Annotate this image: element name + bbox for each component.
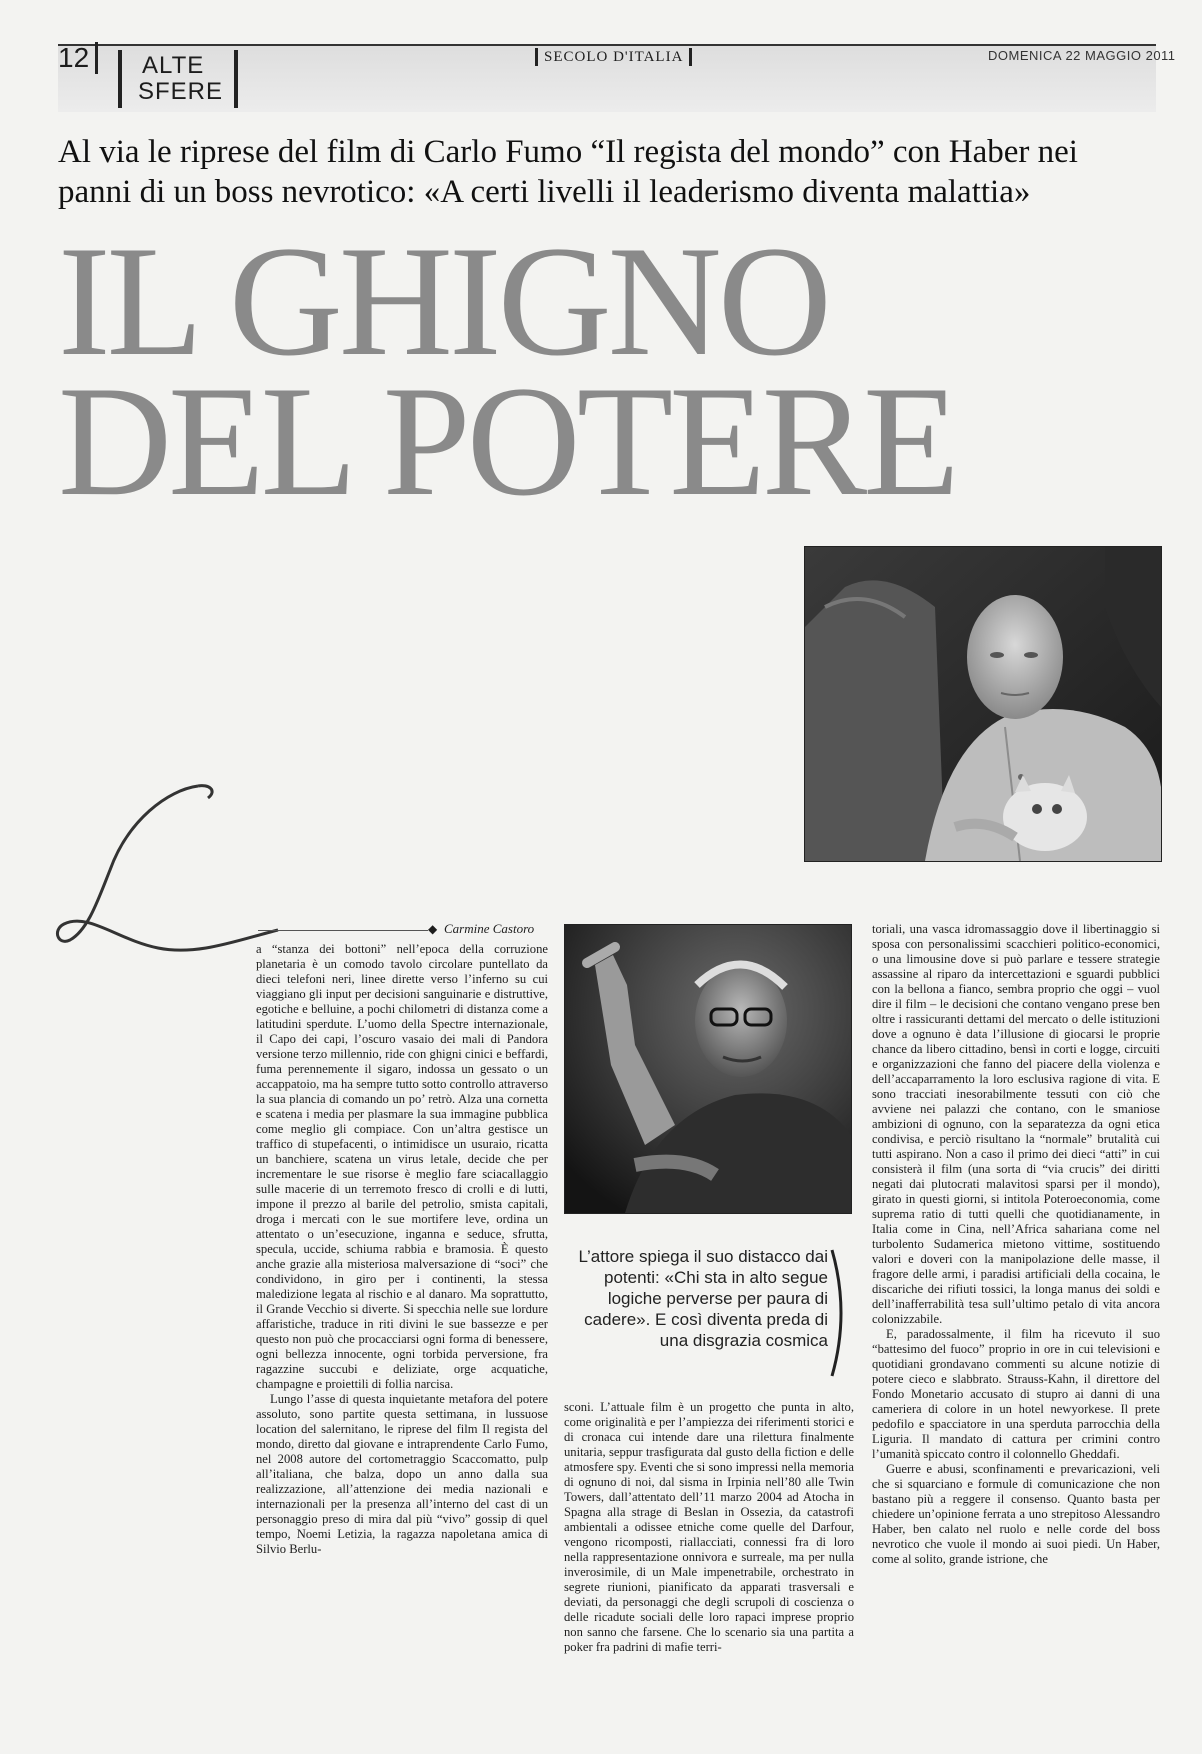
subheadline: Al via le riprese del film di Carlo Fumo “Il regista del mondo” con Haber nei panni di un boss nevrotico: «A certi livelli il leaderismo diventa malattia»	[58, 134, 1078, 210]
caption-bracket	[830, 1248, 852, 1378]
byline-diamond-icon: ◆	[428, 922, 438, 936]
paragraph: Guerre e abusi, sconfinamenti e prevaricazioni, veli che si squarciano e formule di comunicazione che non bastano più a reggere il consenso. Quanto basta per chiedere un’opinione ferrata a uno strepitoso Alessandro Haber, ben calato nel ruolo e nelle corde del boss nevrotico che vuole il mondo ai suoi piedi. Un Haber, come al solito, grande istrione, che	[872, 1462, 1160, 1566]
byline-rule	[258, 930, 428, 931]
paragraph: a “stanza dei bottoni” nell’epoca della corruzione planetaria è un comodo tavolo circolare puntellato da dieci telefoni neri, linee dirette verso l’inferno su cui viaggiano gli input per decisioni sanguinarie e distruttive, egotiche e belluine, a pochi chilometri di distanza come a latitudini sperdute. L’uomo della Spectre internazionale, il Capo dei capi, l’oscuro vasaio dei mali di Pandora versione terzo millennio, ride con ghigni cinici e beffardi, fuma perennemente il sigaro, indossa un gessato o un accappatoio, ma ha sempre tutto sotto controllo attraverso la sua plancia di comando un po’ retrò. Alza una cornetta e scatena i media per plasmare la sua immagine pubblica come meglio gli compiace. Con un’altra gestisce un traffico di stupefacenti, o intimidisce un usuraio, ricatta un banchiere, scatena un virus letale, decide che per incrementare le sue risorse è meglio fare sciacallaggio sulle macerie di un terremoto fresco di crolli e di lutti, impone il prezzo al barile del petrolio, smista capitali, droga i mercati con le sue mortifere leve, ordina un attentato o un’esecuzione, inganna e seduce, sfrutta, specula, uccide, schiuma rabbia e bramosia. È questo anche grazie alla misteriosa malversazione di “soci” che condividono, in giro per i continenti, la stessa maledizione legata al rischio e al danaro. Ma soprattutto, il Grande Vecchio si diverte. Si specchia nelle sue lordure affaristiche, traduce in riti divini le sue bassezze e per questo non può che procacciarsi ogni forma di benessere, ogni bellezza innocente, ogni torbida perversione, fra ragazzine succubi e deliziate, orge acquatiche, champagne e proiettili di follia narcisa.	[256, 942, 548, 1391]
paragraph: E, paradossalmente, il film ha ricevuto il suo “battesimo del fuoco” proprio in ore in cui televisioni e quotidiani grondavano commenti su alcune notizie di potere cieco e slabbrato. Strauss-Kahn, il direttore del Fondo Monetario accusato di stupro ai danni di una cameriera di colore in un hotel newyorkese. Il prete pedofilo e spacciatore in una sperduta parrocchia della Liguria. Il mandato di cattura per crimini contro l’umanità spiccato contro il colonnello Gheddafi.	[872, 1327, 1160, 1461]
headline-line1: IL GHIGNO	[58, 214, 828, 389]
headline-line2: DEL POTERE	[58, 354, 956, 529]
byline	[258, 922, 568, 938]
masthead: SECOLO D'ITALIA	[535, 48, 692, 66]
headline	[58, 214, 956, 529]
paragraph: sconi. L’attuale film è un progetto che punta in alto, come originalità e per l’ampiezza dei riferimenti storici e di cronaca cui intende dare una rilettura finalmente unitaria, seppur trasfigurata dal gusto della fiction e delle atmosfere spy. Eventi che si sono impressi nella memoria di ognuno di noi, dal sisma in Irpinia nell’80 alle Twin Towers, dall’attentato dell’11 marzo 2004 ad Atocha in Spagna alla strage di Beslan in Ossezia, da catastrofi ambientali a odissee etniche come quelle del Darfour, vengono ricomposti, riallacciati, connessi fra di loro nella rappresentazione onnivora e surreale, ma per nulla inverosimile, di un Male impenetrabile, orchestrato in segrete riunioni, pianificato da apparati trasversali e deviati, da personaggi che degli scrupoli di coscienza o delle ricadute sociali delle loro rapaci imprese proprio non sanno che farsene. Che lo scenario sia una partita a poker fra padrini di mafie terri-	[564, 1400, 854, 1654]
article-column-2	[564, 1400, 854, 1655]
header-rule	[58, 44, 1156, 46]
section-label	[118, 50, 238, 108]
photo-caption: L’attore spiega il suo distacco dai potenti: «Chi sta in alto segue logiche perverse per paura di cadere». E così diventa preda di una disgrazia cosmica	[578, 1247, 828, 1350]
paragraph: toriali, una vasca idromassaggio dove il libertinaggio si sposa con personalissimi scacchieri politico-economici, o una limousine dove si può parlare e tessere strategie assassine al riparo da intercettazioni e sguardi pubblici con la bellona a fianco, sembra proprio che oggi – vuol dire il film – le decisioni che contano vengano prese ben oltre i rassicuranti dettami del mercato o delle istituzioni dove a ognuno è data l’illusione di giocarsi le proprie chance da libero cittadino, bensì in corti e logge, circuiti e organizzazioni che fanno del piacere della violenza e dell’accaparramento la loro esclusiva ragione di vita. E sono tracciati inesorabilmente tessuti con ciò che avviene nei palazzi che contano, con le smaniose ambizioni di ognuno, con la separatezza da ogni etica condivisa, e perciò risultano la “normale” brutalità cui tutti aspirano. Non a caso il primo dei dieci “atti” in cui consisterà il film (una sorta di “via crucis” dei diritti negati dai plutocrati malavitosi sparsi per il mondo), girato in questi giorni, si intitola Poteroeconomia, come suprema ratio di tutti quelli che quotidianamente, in Italia come in Cina, nell’Africa sahariana come nel turbolento Sudamerica mietono vittime, sostituendo valori e doveri con la manipolazione delle masse, il fragore delle armi, i paradisi artificiali della cocaina, le discariche dei rifiuti tossici, la longa manus dei soldi e dell’inafferrabilità tesa sull’ultimo petalo di vita ancora colonizzabile.	[872, 922, 1160, 1326]
author-name: Carmine Castoro	[444, 921, 535, 936]
section-label-line1: ALTE	[142, 52, 205, 79]
article-column-1	[256, 942, 548, 1557]
photo-haber	[564, 924, 852, 1214]
issue-date: DOMENICA 22 MAGGIO 2011	[988, 48, 1176, 63]
page-number: 12	[58, 42, 98, 74]
section-label-line2: SFERE	[138, 78, 224, 105]
photo-boss-with-cat	[804, 546, 1162, 862]
article-column-3	[872, 922, 1160, 1567]
paragraph: Lungo l’asse di questa inquietante metafora del potere assoluto, sono partite questa settimana, in lussuose location del salernitano, le riprese del film Il regista del mondo, diretto dal giovane e intraprendente Carlo Fumo, nel 2008 autore del cortometraggio Scaccomatto, pulp all’italiana, che balza, dopo un anno dalla sua realizzazione, all’attenzione dei media nazionali e internazionali per la presenza all’interno del cast di un personaggio preso di mira dal più “vivo” gossip di quel tempo, Noemi Letizia, la ragazza napoletana amica di Silvio Berlu-	[256, 1392, 548, 1556]
drop-cap-flourish	[48, 780, 288, 960]
